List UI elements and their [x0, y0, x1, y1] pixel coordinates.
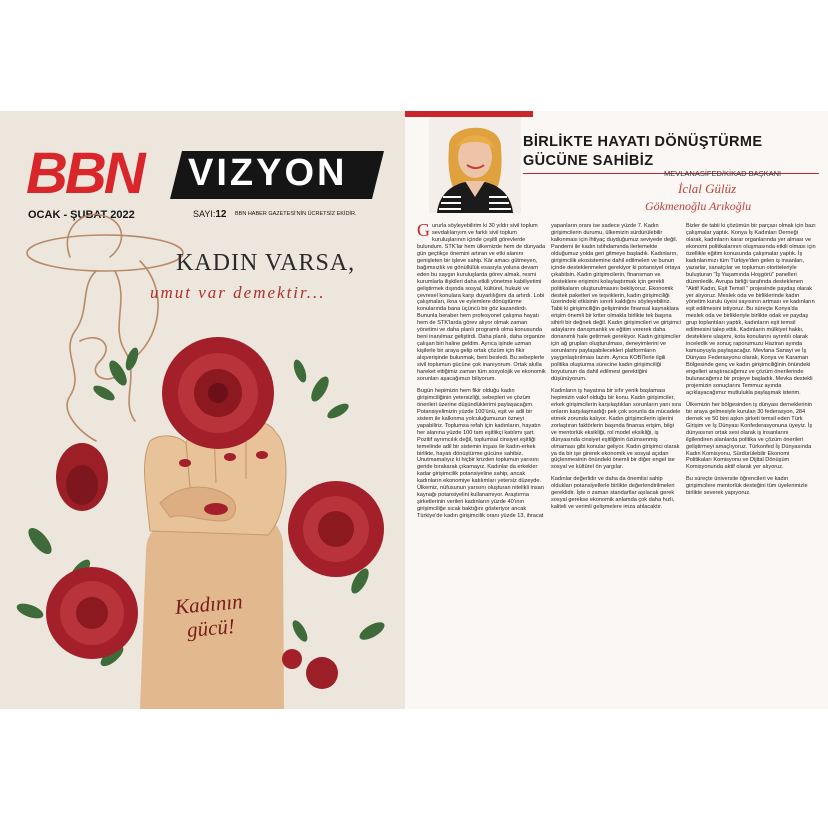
article-paragraph: Gururla söyleyebilirim ki 30 yıldır sivil toplum sevdalılarıyım ve farklı sivil toplum kuruluşlarının içinde çeşitli görevlerde bulundum. STK'lar hem ülkemizde hem de dünyada gün geçtikçe önemini artıran ve etki alanını genişleten bir işleve sahip. Kâr amacı gütmeyen, bağımsızlık ve gönüllülük esasıyla yoluna devam eden bu saygın kuruluşlarda görev almak, resmi kurumlarla ilişkileri daha etkili yönetme kabiliyetimi geliştirmek dışında sosyal, kültürel, hukuki ve çevresel konulara karşı duyarlılığımı da artırdı. Lobi çalışmaları, ikna ve eylemlere dönüştürme konularında bana üçüncü bir göz kazandırdı. Bununla beraber hem profesyonel çalışma hayatı hem de STK'larda görev alıyor olmak zaman yönetimi ve daha planlı programlı olma konusunda beni inanılmaz geliştirdi. Daha planlı, daha organize çalışan biri haline geldim. Ayrıca işinde uzman kişilerle bir araya gelip ortak çözüm için fikir alışverişinde bulunmak, beni besledi. Bu sebeplerle sivil toplumun gücüne çok inanıyorum. Ortak akılla hareket ettiğimiz zaman tüm sosyolojik ve ekonomik sorunları aşacağımızı biliyorum.	[417, 220, 546, 382]
author-signature-line1: İclal Gülüz	[678, 181, 737, 196]
article-column-2	[551, 223, 681, 516]
author-role: MEVLANASİFED/KİKAD BAŞKANI	[664, 169, 782, 178]
line-art-woman-icon	[27, 214, 183, 441]
magazine-cover	[0, 111, 405, 709]
article-page	[405, 111, 828, 709]
article-title-line1: BİRLİKTE HAYATI DÖNÜŞTÜRME	[523, 134, 763, 150]
article-paragraph: yapanların oranı ise sadece yüzde 7. Kadın girişimcilerin durumu, ülkemizin sürdürülebilir kalkınması için ihtiyaç duyduğumuz seviyede değil. Pandemi ile kadın istihdamında ilerlemekte olduğumuz yolda geri gitmeye başladık. Kadınların, girişimcilik ekosistemine dahil edilmeleri ve bunun içinde desteklenmeleri gerekiyor ki potansiyel ortaya çıkabilsin. Kadın girişimcilerin, finansman ve desteklere erişimini kolaylaştırmak için gerekli politikaların oluşturulmasını bekliyoruz. Ekonomik destek paketleri ve teşviklerin, kadın girişimciliği üzerindeki etkisinin sınırlı kaldığını söyleyebiliriz. Tabii ki girişimciliğin gelişiminde finansal kaynaklara erişim önemli bir kriter olmakla birlikte tek başına sihirli bir değnek değil. Kadın girişimcileri ve girişimci adaylarını danışmanlık ve eğitim vererek daha donanımlı hale getirmek gerekiyor. Kadın girişimciler için ağ grupları oluşturulması, deneyimlerini ve sorunlarını paylaşabilecekleri platformların yaygınlaştırılması lazım. Ayrıca KOBİ'lerle ilgili politika oluşturma sürecine kadın girişimciliği boyutunun da dahil edilmesi gerektiğini düşünüyorum.	[551, 223, 681, 382]
issue-label: SAYI:	[193, 209, 216, 219]
cover-slogan-line2: gücü!	[186, 614, 236, 643]
issue-note: BBN HABER GAZETESİ'NİN ÜCRETSİZ EKİDİR.	[235, 211, 357, 217]
issue-number-value: 12	[215, 209, 227, 220]
article-title	[523, 133, 823, 171]
article-paragraph: Bugün hepimizin hem fikir olduğu kadın girişimciliğinin yetersizliği, sebepleri ve çözüm önerileri üzerine düşündüklerimi paylaşacağım. Potansiyelimizin yüzde 100'ünü, eşit ve adil bir sistem ile kalkınma yolculuğumuzun özneyi yapabiliriz. Toplumsa refah için kadınların, hayatın her alanına yüzde 100 tam eşitlikçi katılımı şart. Pozitif ayrımcılık değil, toplumsal cinsiyet eşitliği temelinde adil bir sistemin inşası ile kadın-erkek birlikte, hayatı dönüştürme gücüne sahibiz. Unutmamalıyız ki hiçbir krizden toplumun yarısını geride bırakarak çıkamayız. Kadınlar da erkekler kadar girişimcilik potansiyeline sahip, ancak kadınların ekonomiye katılımları yetersiz düzeyde. Ülkemiz, nüfusunun yarısını oluşturan nitelikli insan kaynağı potansiyelini kullanamıyor. Araştırma şirketlerinin verileri kadınların yüzde 40'ının girişimciliğe sıcak baktığını gösteriyor ancak Türkiye'de kadın girişimcilik oranı yüzde 13, ihracat	[417, 387, 544, 520]
cover-slogan	[174, 589, 246, 643]
raised-fist-icon	[140, 422, 286, 709]
cover-slogan-line1: Kadının	[174, 589, 244, 619]
article-title-line2: GÜCÜNE SAHİBİZ	[523, 153, 654, 169]
logo-bbn: BBN	[26, 141, 143, 206]
author-photo	[429, 117, 521, 213]
article-paragraph: Kadınlar değerlidir ve daha da önemlisi sahip oldukları potansiyellerle birlikte değerlendirilmeleri gereklidir. İşte o zaman standartlar aşılacak gerek sosyal gerekse ekonomik anlamda çok daha hızlı, kaliteli ve verimli gelişmelere imza atılacaktır.	[551, 476, 675, 511]
article-paragraph: Bu süreçte üniversite öğrencileri ve kadın girişimcilere mentorlük desteğini tüm üyelerimizle birlikte severek yapıyoruz.	[686, 476, 808, 497]
article-column-1	[417, 220, 547, 525]
article-column-3	[686, 223, 816, 502]
article-paragraph: Kadınların iş hayatına bir sıfır yenik başlaması hepimizin vakıf olduğu bir konu. Kadın girişimciler, erkek girişimcilerin karşılaştıkları sorunların yanı sıra onların karşılaşmadığı pek çok sorunla da mücadele etmek zorunda kalıyor. Kadın girişimcilerin işlerini zorlaştıran faktörlerin başında finansa erişim, bilgi ve mentorlük eksikliği, rol model eksikliği, iş dünyasında cinsiyet eşitliğinin özümsenmiş olmaması gibi konular geliyor. Kadın girişimci olarak ya da bir işe girerek ekonomik ve sosyal açıdan güçlenmesinin önündeki önemli bir diğer engel ise sosyal ve kültürel ön yargılar.	[551, 387, 681, 471]
cover-headline: KADIN VARSA,	[176, 250, 356, 276]
cover-subline: umut var demektir...	[150, 283, 326, 302]
author-portrait-icon	[429, 117, 521, 213]
author-signature-line2: Gökmenoğlu Arıkoğlu	[645, 199, 752, 213]
article-paragraph: Bizler de tabii ki çözümün bir parçası olmak için bazı çalışmalar yaptık. Konya İş Kadınları Derneği olarak, kadınların karar organlarında yer alması ve ekonomi politikalarının oluşmasında etkili olması için özellikle eğitim konusunda çalışmalar yaptık. İş kadınlarımızı tüm Türkiye'den gelen iş insanları, yazarlar, sanatçılar ve toplumun otoriteleriyle buluşturan "İş Yaşamında Hoşgörü" panelleri düzenledik. Avrupa birliği tarafında desteklenen "Aktif Kadın, Eşit Temsil " projesinde paydaş olarak yer alıyoruz. Meslek oda ve birliklerinde kadın yönetim kurulu üyesi sayısının artması ve kadınların eşit edilmesini istiyoruz. Bu süreçte Konya'da meslek oda ve birlikleriyle birlikte odak ve paydaş grup toplantıları yaptık, kadınların eşit temsil edilmesini talep ettik. Kadınların mülkiyet hakkı, desteklere ulaşımı, kota konularını ayrıntılı olarak inceledik ve sonuç raporumuzu Haziran ayında kamuoyuyla paylaşacağız. Mevlana Sanayi ve İş Dünyası Federasyonu olarak, Konya ve Karaman Bölgesinde genç ve kadın girişimciliğinin önündeki engelleri araştıracağımız ve çözüm önerilerinde bulunacağımız bir projeye başladık. Mevka destekli projemizin sonuçlarını Temmuz ayında açıklayacağımız mutlulukla paylaşmak isterim.	[686, 223, 816, 396]
logo-vizyon: VIZYON	[188, 152, 348, 194]
article-paragraph: Ülkemizin her bölgesinden iş dünyası derneklerinin bir araya gelmesiyle kurulan 30 federasyon, 284 dernek ve 50 bini aşkın şirketi temsil eden Türk Girişim ve İş Dünyası Konfederasyonuna üyeyiz. İş dünyasının ortak sesi olarak iş insanlarını ilgilendiren alanlarda politika ve çözüm önerileri geliştirmeyi amaçlıyoruz. Türkonfed İş Dünyasında Kadın Komisyonu, Sürdürülebilir Ekonomi Politikaları Komisyonu ve Dijital Dönüşüm Komisyonunda aktif olarak yer alıyoruz.	[686, 401, 813, 471]
issue-date: OCAK - ŞUBAT 2022	[28, 209, 135, 221]
drop-cap: G	[417, 220, 430, 240]
